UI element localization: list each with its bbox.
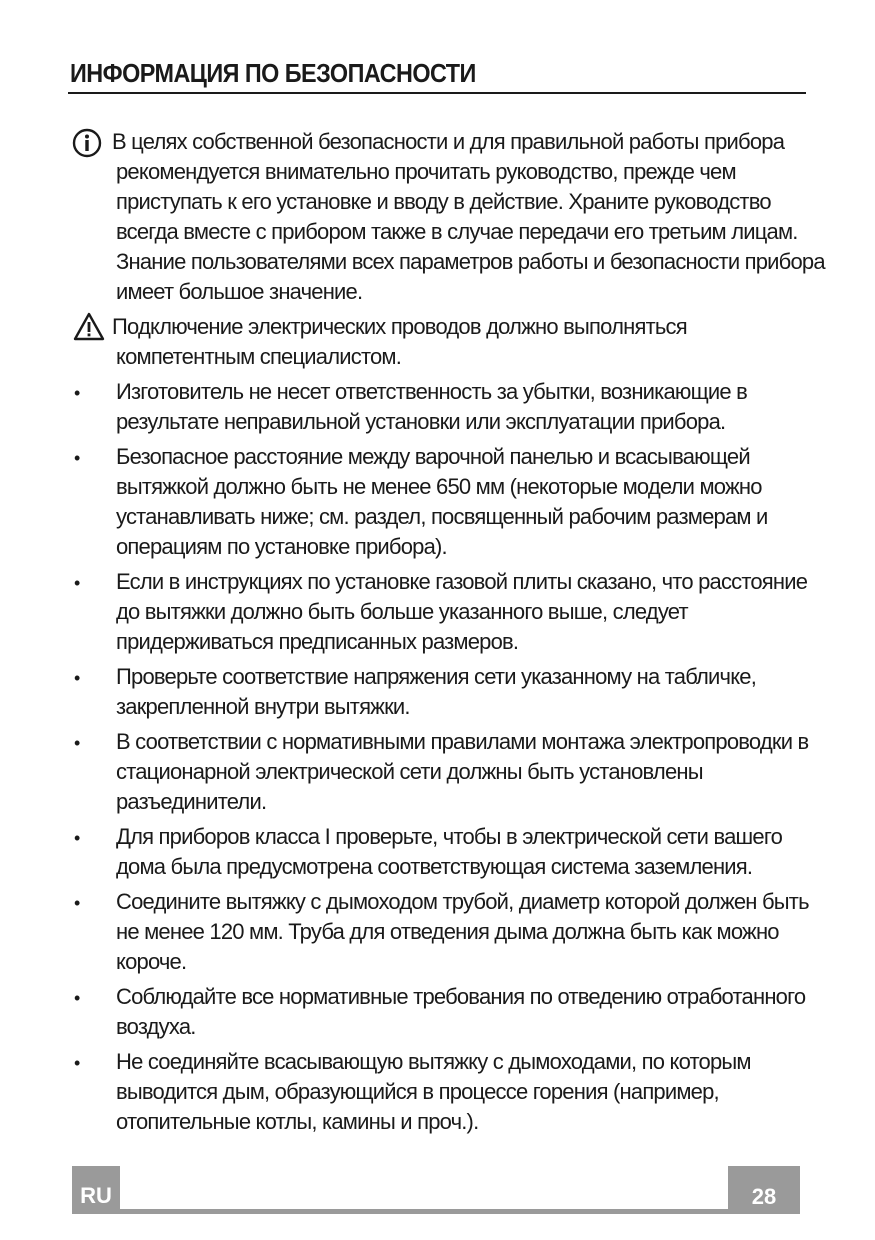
list-item bbox=[70, 727, 830, 817]
bullet-icon: • bbox=[74, 383, 80, 403]
bullet-icon: • bbox=[74, 733, 80, 753]
list-item bbox=[70, 887, 830, 977]
warning-icon bbox=[73, 312, 105, 342]
list-item bbox=[70, 822, 830, 882]
language-badge: RU bbox=[72, 1166, 120, 1214]
paragraph-text: В целях собственной безопасности и для правильной работы прибора рекомендуется внимательно прочитать руководство, прежде чем приступать к его установке и вводу в действие. Храните руководство всегда вместе с прибором также в случае передачи его третьим лицам. Знание пользователями всех параметров работы и безопасности прибора имеет большое значение. bbox=[112, 129, 825, 304]
list-item bbox=[70, 982, 830, 1042]
safety-content bbox=[70, 127, 830, 1142]
list-item bbox=[70, 377, 830, 437]
list-item-text: Соблюдайте все нормативные требования по отведению отработанного воздуха. bbox=[116, 984, 806, 1039]
list-item-text: Проверьте соответствие напряжения сети указанному на табличке, закрепленной внутри вытяжки. bbox=[116, 664, 757, 719]
info-paragraph bbox=[70, 127, 830, 307]
list-item-text: Для приборов класса I проверьте, чтобы в электрической сети вашего дома была предусмотрена соответствующая система заземления. bbox=[116, 824, 783, 879]
bullet-icon: • bbox=[74, 668, 80, 688]
list-item-text: Если в инструкциях по установке газовой плиты сказано, что расстояние до вытяжки должно быть больше указанного выше, следует придерживаться предписанных размеров. bbox=[116, 569, 808, 654]
list-item-text: Безопасное расстояние между варочной панелью и всасывающей вытяжкой должно быть не менее 650 мм (некоторые модели можно устанавливать ниже; см. раздел, посвященный рабочим размерам и операциям по установке прибора). bbox=[116, 444, 768, 559]
list-item-text: Не соединяйте всасывающую вытяжку с дымоходами, по которым выводится дым, образующийся в процессе горения (например, отопительные котлы, камины и проч.). bbox=[116, 1049, 751, 1134]
page-title: ИНФОРМАЦИЯ ПО БЕЗОПАСНОСТИ bbox=[70, 58, 476, 88]
bullet-icon: • bbox=[74, 573, 80, 593]
list-item bbox=[70, 662, 830, 722]
footer-divider bbox=[120, 1209, 728, 1214]
bullet-icon: • bbox=[74, 893, 80, 913]
paragraph-text: Подключение электрических проводов должно выполняться компетентным специалистом. bbox=[112, 314, 687, 369]
bullet-icon: • bbox=[74, 448, 80, 468]
bullet-icon: • bbox=[74, 988, 80, 1008]
list-item bbox=[70, 1047, 830, 1137]
bullet-icon: • bbox=[74, 828, 80, 848]
info-icon bbox=[72, 128, 102, 158]
list-item-text: В соответствии с нормативными правилами монтажа электропроводки в стационарной электрической сети должны быть установлены разъединители. bbox=[116, 729, 809, 814]
list-item bbox=[70, 567, 830, 657]
page-number: 28 bbox=[728, 1166, 800, 1214]
list-item bbox=[70, 442, 830, 562]
warning-paragraph bbox=[70, 312, 830, 372]
bullet-icon: • bbox=[74, 1053, 80, 1073]
list-item-text: Изготовитель не несет ответственность за убытки, возникающие в результате неправильной установки или эксплуатации прибора. bbox=[116, 379, 748, 434]
list-item-text: Соедините вытяжку с дымоходом трубой, диаметр которой должен быть не менее 120 мм. Труба для отведения дыма должна быть как можно короче. bbox=[116, 889, 809, 974]
title-divider bbox=[68, 92, 806, 94]
